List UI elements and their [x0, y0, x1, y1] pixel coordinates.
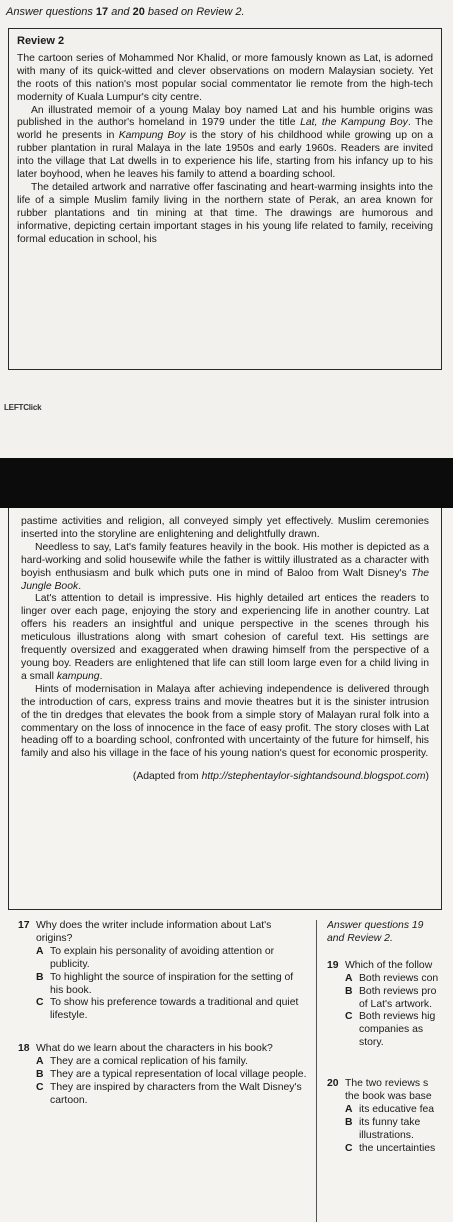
option-17-c[interactable]: C To show his preference towards a traditional and quiet lifestyle.	[36, 997, 299, 1022]
review-box-continued	[8, 508, 442, 910]
review-paragraph-1: The cartoon series of Mohammed Nor Khalid, or more famously known as Lat, is adorned with many of its quick-witted and clever observations on modern Malaysian society. Yet the roots of this nation's most popular social commentator lie remote from the high-tech modernity of Kuala Lumpur's city centre.	[17, 52, 433, 103]
option-20-a[interactable]: A its educative fea	[345, 1103, 435, 1115]
question-17: 17 Why does the writer include information about Lat's origins? A To explain his personality of avoiding attention or publicity. B To highlight the source of inspiration for the setting of his book. C To show his preference towards a traditional and quiet lifestyle.	[18, 920, 308, 1023]
review-paragraph-2: An illustrated memoir of a young Malay boy named Lat and his humble origins was published in the author's homeland in 1979 under the title Lat, the Kampung Boy. The world he presents in Kampung Boy is the story of his childhood while growing up on a rubber plantation in rural Malaya in the late 1950s and early 1960s. Readers are invited into the village that Lat dwells in to experience his life, starting from his infancy up to his later boyhood, when he leaves his family to attend a boarding school.	[17, 104, 433, 181]
page-bottom	[0, 508, 453, 1222]
option-19-b[interactable]: B Both reviews pro of Lat's artwork.	[345, 985, 437, 1010]
review-paragraph-7: Hints of modernisation in Malaya after achieving independence is delivered through the introduction of cars, express trains and movie theatres but it is the sinister intrusion of the tin dredges that elevates the book from a simple story of Malayan rural folk into a commentary on the loss of innocence in the face of easy profit. The story closes with Lat heading off to a boarding school, confronted with uncertainty of the future for himself, his family and also his village in the face of his young nation's quest for economic prosperity.	[21, 683, 429, 760]
page-divider	[0, 458, 453, 508]
option-18-c[interactable]: C They are inspired by characters from the Walt Disney's cartoon.	[36, 1081, 302, 1106]
watermark-logo: LEFTClick	[4, 403, 42, 412]
instruction-header: Answer questions 17 and 20 based on Review 2.	[6, 6, 245, 18]
review-paragraph-6: Lat's attention to detail is impressive. His highly detailed art entices the readers to linger over each page, enjoying the story and experiencing life in another country. Lat offers his readers an insightful and unique perspective in the scenes through his meticulous illustrations along with smart cohesion of careful text. His settings are frequently oversized and exaggerated when drawing himself from the perspective of a young boy. Readers are enlightened that life can still loom large even for a child living in a small kampung.	[21, 593, 429, 682]
option-18-b[interactable]: B They are a typical representation of local village people.	[36, 1069, 307, 1081]
review-box	[8, 28, 442, 370]
option-20-b[interactable]: B its funny take illustrations.	[345, 1116, 421, 1141]
option-20-c[interactable]: C the uncertainties	[345, 1142, 436, 1154]
review-paragraph-5: Needless to say, Lat's family features heavily in the book. His mother is depicted as a hard-working and solid housewife while the father is wittily illustrated as a character with boyish enthusiasm and bulk which puts one in mind of Baloo from Walt Disney's The Jungle Book.	[21, 541, 429, 592]
review-title: Review 2	[17, 35, 65, 47]
question-18: 18 What do we learn about the characters in his book? A They are a comical replication of his family. B They are a typical representation of local village people. C They are inspired by characters from the Walt Disney's cartoon.	[18, 1043, 307, 1106]
column-divider	[316, 920, 317, 1222]
review-paragraph-4: pastime activities and religion, all conveyed simply yet effectively. Muslim ceremonies inserted into the storyline are enlightening and delightfully drawn.	[21, 516, 429, 540]
question-19: 19 Which of the follow A Both reviews con B Both reviews pro of Lat's artwork. C Both reviews hig companies as story.	[327, 960, 453, 1050]
option-17-b[interactable]: B To highlight the source of inspiration for the setting of his book.	[36, 971, 294, 996]
page-top	[0, 0, 453, 458]
review-paragraph-3: The detailed artwork and narrative offer fascinating and heart-warming insights into the life of a simple Muslim family living in the northern state of Perak, an area known for rubber plantations and tin mining at that time. The drawings are humorous and informative, depicting certain important stages in his young life related to family, receiving formal education in school, his	[17, 181, 433, 245]
option-19-c[interactable]: C Both reviews hig companies as story.	[345, 1011, 436, 1049]
right-instruction: Answer questions 19 and Review 2.	[327, 920, 424, 944]
source-citation: (Adapted from http://stephentaylor-sightandsound.blogspot.com)	[132, 771, 429, 783]
option-19-a[interactable]: A Both reviews con	[345, 972, 439, 984]
question-20: 20 The two reviews s the book was base A its educative fea B its funny take illustrations. C the uncertainties	[327, 1078, 453, 1155]
option-17-a[interactable]: A To explain his personality of avoiding attention or publicity.	[36, 945, 275, 970]
questions-left-column	[18, 920, 308, 1114]
option-18-a[interactable]: A They are a comical replication of his family.	[36, 1056, 248, 1068]
questions-right-column	[327, 920, 453, 1162]
